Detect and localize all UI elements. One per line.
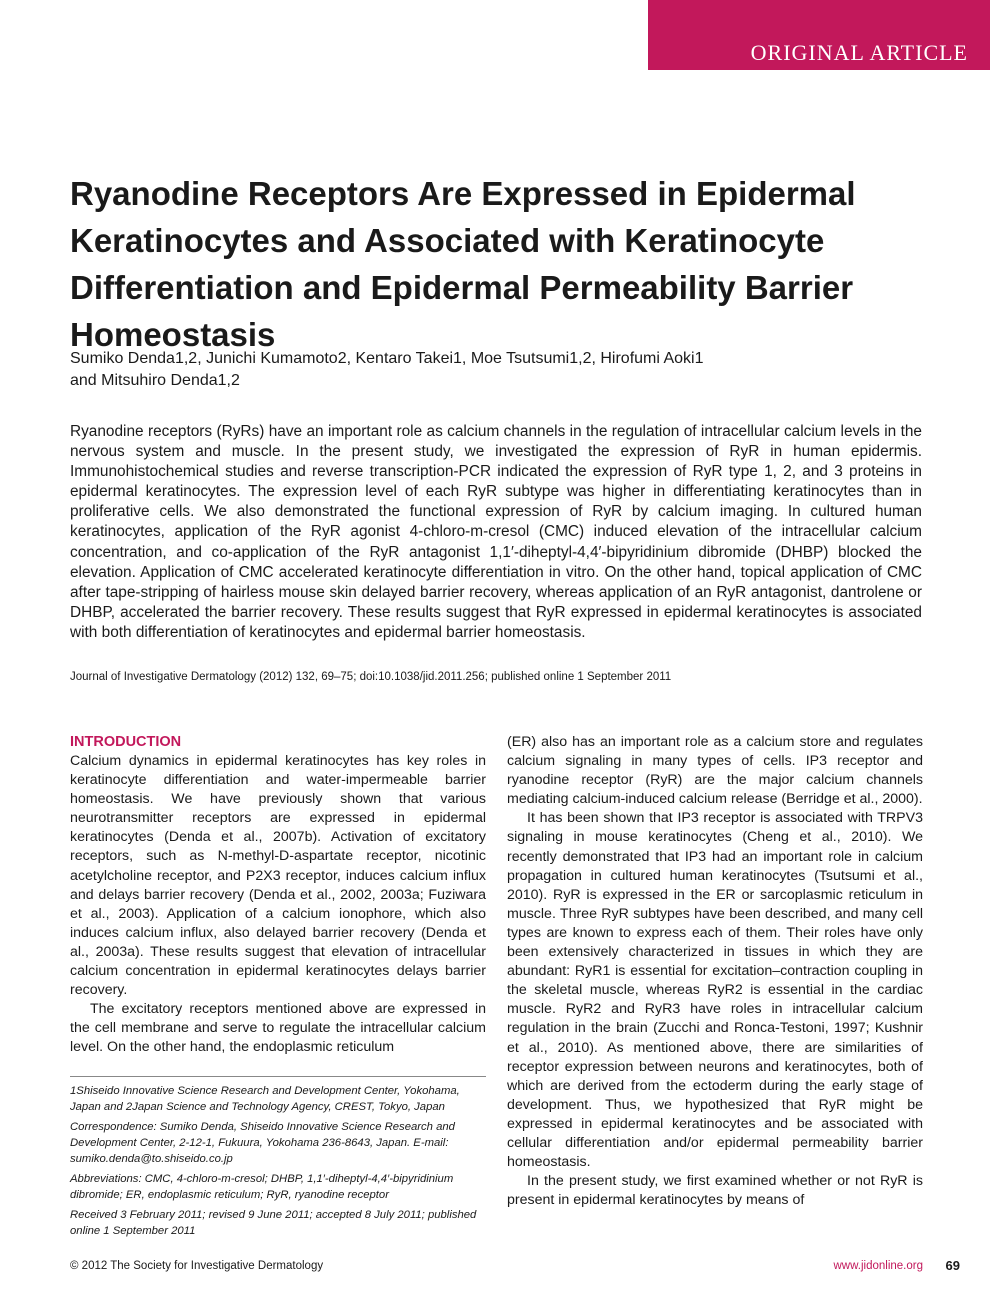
authors-line-2: and Mitsuhiro Denda1,2: [70, 372, 240, 389]
article-type-banner: [648, 0, 990, 70]
article-type-label: ORIGINAL ARTICLE: [750, 40, 968, 65]
body-paragraph: The excitatory receptors mentioned above are expressed in the cell membrane and serve to regulate the intracellular calcium level. On the other hand, the endoplasmic reticulum: [70, 1001, 486, 1056]
left-column: [70, 733, 486, 1058]
correspondence: Correspondence: Sumiko Denda, Shiseido Innovative Science Research and Development Center, 2-12-1, Fukuura, Yokohama 236-8643, Japan. E-mail: sumiko.denda@to.shiseido.co.jp: [70, 1121, 455, 1165]
abbreviations: Abbreviations: CMC, 4-chloro-m-cresol; DHBP, 1,1′-diheptyl-4,4′-bipyridinium dibromide; ER, endoplasmic reticulum; RyR, ryanodine receptor: [70, 1173, 454, 1201]
body-paragraph: In the present study, we first examined whether or not RyR is present in epidermal keratinocytes by means of: [507, 1173, 923, 1209]
affiliations: 1Shiseido Innovative Science Research and Development Center, Yokohama, Japan and 2Japan Science and Technology Agency, CREST, Tokyo, Japan: [70, 1085, 460, 1113]
authors-line-1: Sumiko Denda1,2, Junichi Kumamoto2, Kentaro Takei1, Moe Tsutsumi1,2, Hirofumi Aoki1: [70, 350, 704, 367]
footnotes: [70, 1076, 486, 1243]
article-title: Ryanodine Receptors Are Expressed in Epidermal Keratinocytes and Associated with Keratinocyte Differentiation and Epidermal Permeability Barrier Homeostasis: [70, 175, 856, 353]
journal-citation: Journal of Investigative Dermatology (2012) 132, 69–75; doi:10.1038/jid.2011.256; published online 1 September 2011: [70, 671, 672, 683]
journal-url-link[interactable]: www.jidonline.org: [833, 1260, 923, 1272]
body-paragraph: It has been shown that IP3 receptor is associated with TRPV3 signaling in mouse keratinocytes (Cheng et al., 2010). We recently demonstrated that IP3 had an important role in calcium propagation in cultured human keratinocytes (Tsutsumi et al., 2010). RyR is expressed in the ER or sarcoplasmic reticulum in muscle. Three RyR subtypes have been described, and many cell types are known to express each of them. Their roles have only been extensively characterized in tissues in which they are abundant: RyR1 is essential for excitation–contraction coupling in the skeletal muscle, whereas RyR2 is essential in the cardiac muscle. RyR2 and RyR3 have roles in intracellular calcium regulation in the brain (Zucchi and Ronca-Testoni, 1997; Kushnir et al., 2010). As mentioned above, there are similarities of receptor expression between neurons and keratinocytes, both of which are derived from the ectoderm during the early stage of development. Thus, we hypothesized that RyR might be expressed in epidermal keratinocytes and be associated with cellular differentiation and/or epidermal permeability barrier homeostasis.: [507, 810, 923, 1171]
page-number: 69: [945, 1258, 960, 1273]
abstract: Ryanodine receptors (RyRs) have an important role as calcium channels in the regulation of intracellular calcium levels in the nervous system and muscle. In the present study, we investigated the expression of RyR in human epidermis. Immunohistochemical studies and reverse transcription-PCR indicated the expression of RyR type 1, 2, and 3 proteins in epidermal keratinocytes. The expression level of each RyR subtype was higher in differentiating keratinocytes than in proliferative cells. We also demonstrated the functional expression of RyR by calcium imaging. In cultured human keratinocytes, application of the RyR agonist 4-chloro-m-cresol (CMC) induced elevation of the intracellular calcium concentration, and co-application of the RyR antagonist 1,1′-diheptyl-4,4′-bipyridinium dibromide (DHBP) blocked the elevation. Application of CMC accelerated keratinocyte differentiation in vitro. On the other hand, topical application of CMC after tape-stripping of hairless mouse skin delayed barrier recovery, whereas application of an RyR antagonist, dantrolene or DHBP, accelerated the barrier recovery. These results suggest that RyR expressed in epidermal keratinocytes is associated with both differentiation of keratinocytes and epidermal barrier homeostasis.: [70, 423, 922, 641]
body-paragraph: Calcium dynamics in epidermal keratinocytes has key roles in keratinocyte differentiation and water-impermeable barrier homeostasis. We have previously shown that various neurotransmitter receptors are expressed in epidermal keratinocytes (Denda et al., 2007b). Activation of excitatory receptors, such as N-methyl-D-aspartate receptor, nicotinic acetylcholine receptor, and P2X3 receptor, induces calcium influx and delays barrier recovery (Denda et al., 2002, 2003a; Fuziwara et al., 2003). Application of a calcium ionophore, which also induces calcium influx, also delayed barrier recovery (Denda et al., 2003a). These results suggest that elevation of intracellular calcium concentration in epidermal keratinocytes delays barrier recovery.: [70, 753, 486, 999]
introduction-heading: INTRODUCTION: [70, 734, 182, 750]
copyright-notice: © 2012 The Society for Investigative Dermatology: [70, 1260, 324, 1272]
body-paragraph: (ER) also has an important role as a calcium store and regulates calcium signaling in many types of cells. IP3 receptor and ryanodine receptor (RyR) are the major calcium channels mediating calcium-induced calcium release (Berridge et al., 2000).: [507, 734, 923, 808]
received-dates: Received 3 February 2011; revised 9 June 2011; accepted 8 July 2011; published online 1 September 2011: [70, 1209, 477, 1237]
author-list: [70, 348, 930, 392]
right-column: [507, 733, 923, 1210]
